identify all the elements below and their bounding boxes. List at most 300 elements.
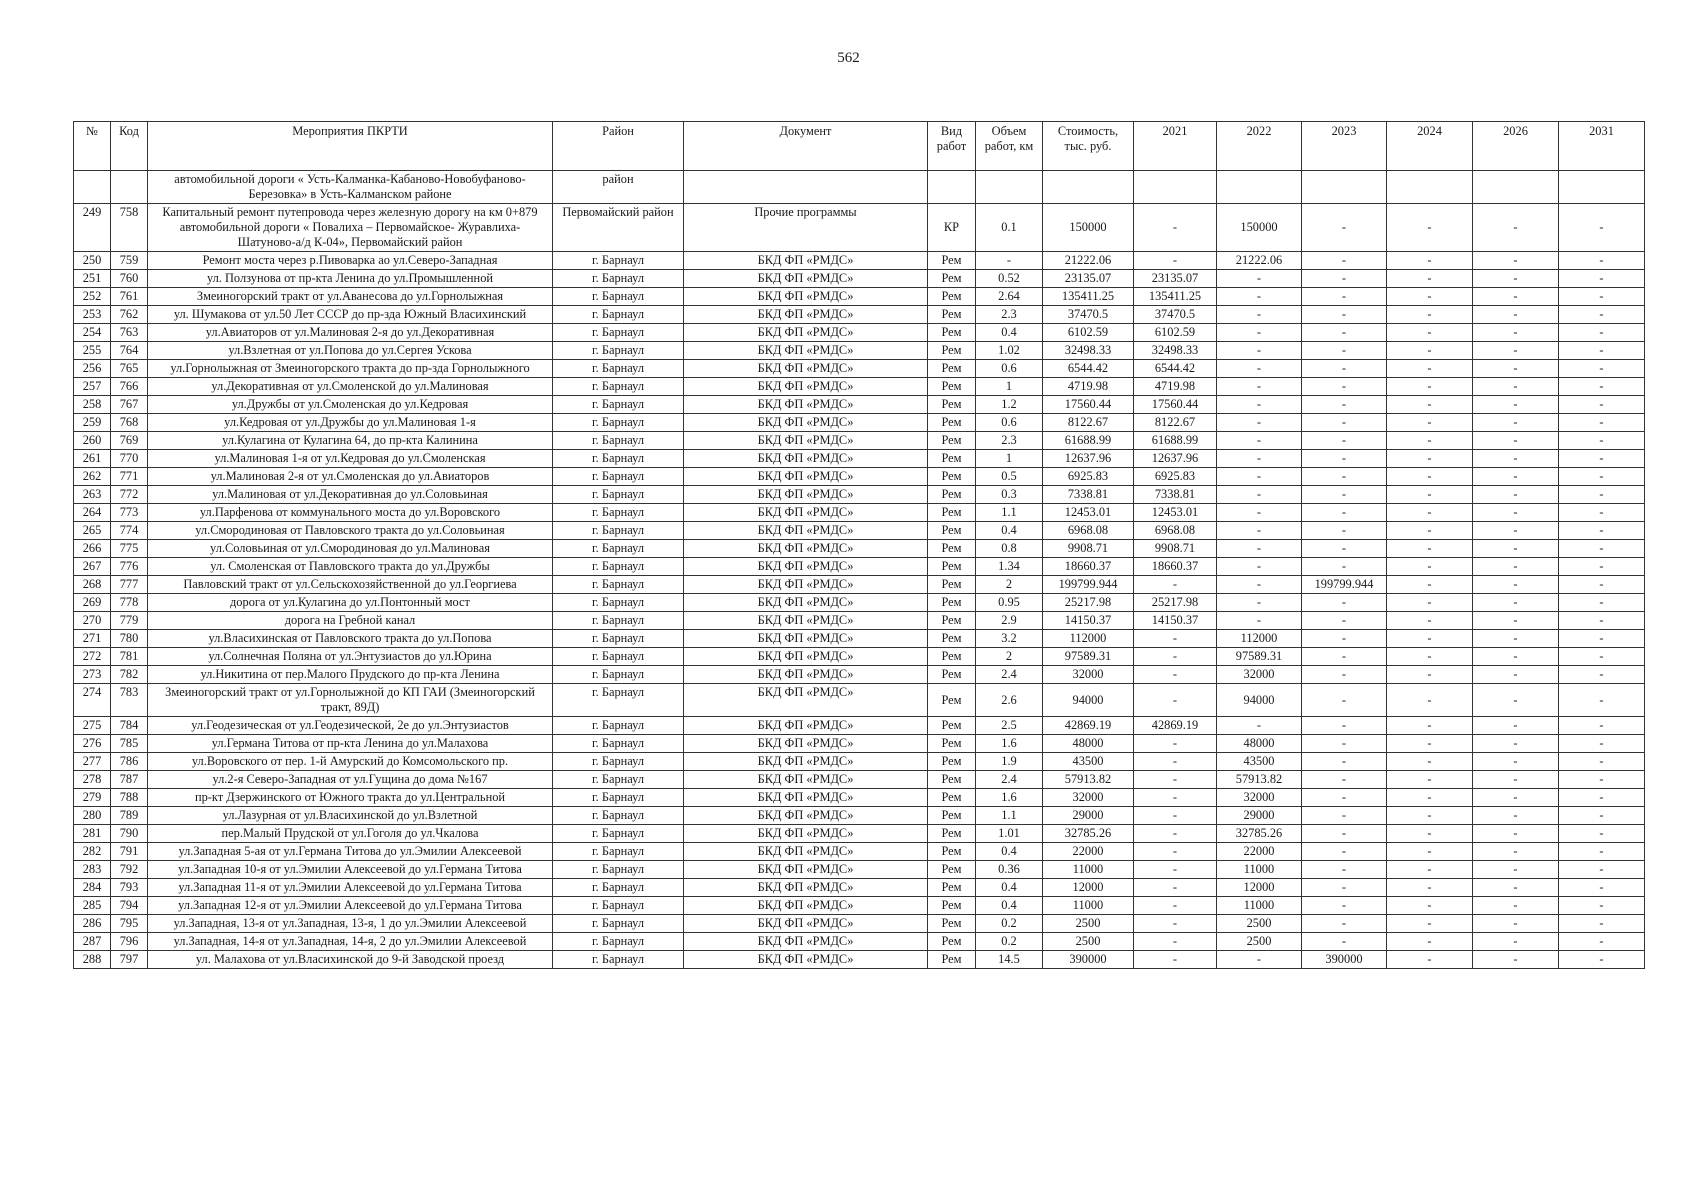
cell-2022: - (1217, 717, 1302, 735)
table-row (74, 360, 1645, 378)
cell-2026: - (1473, 648, 1559, 666)
cell-number: 256 (74, 360, 111, 378)
cell-code (111, 171, 148, 204)
col-header-work-type: Вид работ (928, 122, 976, 171)
cell-2024: - (1387, 360, 1473, 378)
cell-2022: - (1217, 594, 1302, 612)
cell-event: ул.Западная, 13-я от ул.Западная, 13-я, 1 до ул.Эмилии Алексеевой (148, 915, 553, 933)
cell-cost: 6544.42 (1043, 360, 1134, 378)
cell-event: дорога от ул.Кулагина до ул.Понтонный мост (148, 594, 553, 612)
cell-document: БКД ФП «РМДС» (684, 468, 928, 486)
table-row (74, 717, 1645, 735)
table-row (74, 753, 1645, 771)
cell-number: 253 (74, 306, 111, 324)
cell-cost: 7338.81 (1043, 486, 1134, 504)
cell-code: 761 (111, 288, 148, 306)
cell-cost: 32498.33 (1043, 342, 1134, 360)
cell-2021: 37470.5 (1134, 306, 1217, 324)
cell-number: 249 (74, 204, 111, 252)
cell-document (684, 171, 928, 204)
cell-event: ул.Кулагина от Кулагина 64, до пр-кта Калинина (148, 432, 553, 450)
table-row (74, 771, 1645, 789)
cell-volume: 2.4 (976, 771, 1043, 789)
cell-2021: 12453.01 (1134, 504, 1217, 522)
cell-2026: - (1473, 684, 1559, 717)
cell-cost: 37470.5 (1043, 306, 1134, 324)
table-row (74, 504, 1645, 522)
cell-document: БКД ФП «РМДС» (684, 897, 928, 915)
cell-2024: - (1387, 843, 1473, 861)
cell-work-type: КР (928, 204, 976, 252)
cell-2026: - (1473, 288, 1559, 306)
cell-code: 774 (111, 522, 148, 540)
cell-2024: - (1387, 324, 1473, 342)
cell-2024: - (1387, 612, 1473, 630)
cell-event: Капитальный ремонт путепровода через железную дорогу на км 0+879 автомобильной дороги « Повалиха – Первомайское- Журавлиха-Шатуново-а/д К-04», Первомайский район (148, 204, 553, 252)
cell-2026: - (1473, 324, 1559, 342)
cell-2022: - (1217, 432, 1302, 450)
cell-cost: 8122.67 (1043, 414, 1134, 432)
cell-2022: 97589.31 (1217, 648, 1302, 666)
cell-2031: - (1559, 717, 1645, 735)
cell-code: 796 (111, 933, 148, 951)
cell-code: 778 (111, 594, 148, 612)
cell-2024: - (1387, 825, 1473, 843)
table-row (74, 648, 1645, 666)
cell-document: БКД ФП «РМДС» (684, 522, 928, 540)
cell-volume: 1.6 (976, 789, 1043, 807)
cell-2023: - (1302, 843, 1387, 861)
cell-2024: - (1387, 522, 1473, 540)
table-row (74, 879, 1645, 897)
cell-number: 287 (74, 933, 111, 951)
cell-cost (1043, 171, 1134, 204)
cell-2023: - (1302, 270, 1387, 288)
cell-cost: 32000 (1043, 666, 1134, 684)
cell-district: г. Барнаул (553, 951, 684, 969)
cell-2026: - (1473, 594, 1559, 612)
cell-cost: 14150.37 (1043, 612, 1134, 630)
table-row (74, 825, 1645, 843)
cell-2031: - (1559, 414, 1645, 432)
cell-2022: - (1217, 360, 1302, 378)
cell-volume: 0.3 (976, 486, 1043, 504)
cell-2021: 7338.81 (1134, 486, 1217, 504)
cell-2024: - (1387, 396, 1473, 414)
cell-district: г. Барнаул (553, 861, 684, 879)
cell-work-type: Рем (928, 861, 976, 879)
cell-work-type: Рем (928, 486, 976, 504)
cell-code: 777 (111, 576, 148, 594)
cell-2022 (1217, 171, 1302, 204)
cell-2026: - (1473, 414, 1559, 432)
cell-2026: - (1473, 504, 1559, 522)
cell-event: ул.Западная 10-я от ул.Эмилии Алексеевой до ул.Германа Титова (148, 861, 553, 879)
cell-cost: 11000 (1043, 897, 1134, 915)
cell-2031: - (1559, 951, 1645, 969)
cell-2021: 135411.25 (1134, 288, 1217, 306)
cell-volume: 2 (976, 576, 1043, 594)
cell-2021: - (1134, 807, 1217, 825)
cell-2031: - (1559, 612, 1645, 630)
cell-2026: - (1473, 861, 1559, 879)
cell-document: БКД ФП «РМДС» (684, 324, 928, 342)
cell-2026: - (1473, 396, 1559, 414)
cell-2022: 32785.26 (1217, 825, 1302, 843)
cell-district: г. Барнаул (553, 612, 684, 630)
cell-2022: 57913.82 (1217, 771, 1302, 789)
table-row (74, 450, 1645, 468)
cell-number: 274 (74, 684, 111, 717)
cell-work-type: Рем (928, 252, 976, 270)
cell-work-type: Рем (928, 594, 976, 612)
cell-2031: - (1559, 771, 1645, 789)
table-row (74, 666, 1645, 684)
cell-code: 785 (111, 735, 148, 753)
cell-2021: - (1134, 630, 1217, 648)
cell-document: БКД ФП «РМДС» (684, 825, 928, 843)
cell-volume: 0.2 (976, 915, 1043, 933)
cell-number: 270 (74, 612, 111, 630)
cell-2031: - (1559, 360, 1645, 378)
table-row (74, 432, 1645, 450)
cell-document: БКД ФП «РМДС» (684, 843, 928, 861)
table-row (74, 807, 1645, 825)
cell-district: г. Барнаул (553, 933, 684, 951)
cell-document: БКД ФП «РМДС» (684, 414, 928, 432)
cell-event: ул.Дружбы от ул.Смоленская до ул.Кедровая (148, 396, 553, 414)
cell-2021: 6102.59 (1134, 324, 1217, 342)
cell-2031: - (1559, 666, 1645, 684)
cell-district: г. Барнаул (553, 630, 684, 648)
cell-event: Павловский тракт от ул.Сельскохозяйственной до ул.Георгиева (148, 576, 553, 594)
cell-2022: 94000 (1217, 684, 1302, 717)
cell-2022: 150000 (1217, 204, 1302, 252)
cell-work-type: Рем (928, 807, 976, 825)
cell-2021: 12637.96 (1134, 450, 1217, 468)
table-row (74, 558, 1645, 576)
cell-event: ул.Горнолыжная от Змеиногорского тракта до пр-зда Горнолыжного (148, 360, 553, 378)
cell-volume: 1 (976, 378, 1043, 396)
cell-2021: - (1134, 252, 1217, 270)
cell-2021: - (1134, 771, 1217, 789)
cell-2024: - (1387, 576, 1473, 594)
cell-work-type: Рем (928, 288, 976, 306)
cell-2021: 14150.37 (1134, 612, 1217, 630)
cell-2022: - (1217, 288, 1302, 306)
cell-volume: 0.95 (976, 594, 1043, 612)
cell-volume: 0.5 (976, 468, 1043, 486)
cell-2023: - (1302, 771, 1387, 789)
cell-district: г. Барнаул (553, 414, 684, 432)
cell-code: 781 (111, 648, 148, 666)
cell-2023: - (1302, 252, 1387, 270)
cell-work-type: Рем (928, 270, 976, 288)
document-table-container (73, 121, 1644, 969)
cell-volume: 1 (976, 450, 1043, 468)
table-row (74, 342, 1645, 360)
col-header-2024: 2024 (1387, 122, 1473, 171)
cell-2026: - (1473, 378, 1559, 396)
cell-number: 275 (74, 717, 111, 735)
cell-work-type: Рем (928, 879, 976, 897)
cell-number: 268 (74, 576, 111, 594)
cell-work-type: Рем (928, 933, 976, 951)
cell-event: ул.Авиаторов от ул.Малиновая 2-я до ул.Декоративная (148, 324, 553, 342)
cell-2024: - (1387, 915, 1473, 933)
cell-number: 273 (74, 666, 111, 684)
cell-2021: 8122.67 (1134, 414, 1217, 432)
cell-2026: - (1473, 915, 1559, 933)
cell-2026: - (1473, 468, 1559, 486)
cell-cost: 11000 (1043, 861, 1134, 879)
cell-number: 271 (74, 630, 111, 648)
cell-event: ул.Лазурная от ул.Власихинской до ул.Взлетной (148, 807, 553, 825)
cell-2022: - (1217, 468, 1302, 486)
cell-2021: 23135.07 (1134, 270, 1217, 288)
cell-2026: - (1473, 789, 1559, 807)
cell-2022: 21222.06 (1217, 252, 1302, 270)
cell-2024: - (1387, 558, 1473, 576)
cell-2023: - (1302, 735, 1387, 753)
cell-cost: 4719.98 (1043, 378, 1134, 396)
cell-number: 285 (74, 897, 111, 915)
cell-volume: 2.4 (976, 666, 1043, 684)
cell-event: дорога на Гребной канал (148, 612, 553, 630)
cell-cost: 2500 (1043, 915, 1134, 933)
cell-2026: - (1473, 825, 1559, 843)
cell-volume: 0.6 (976, 360, 1043, 378)
table-row (74, 735, 1645, 753)
cell-2031: - (1559, 648, 1645, 666)
cell-2024: - (1387, 861, 1473, 879)
cell-cost: 23135.07 (1043, 270, 1134, 288)
cell-code: 782 (111, 666, 148, 684)
cell-code: 772 (111, 486, 148, 504)
cell-2031: - (1559, 540, 1645, 558)
cell-2022: 43500 (1217, 753, 1302, 771)
cell-document: БКД ФП «РМДС» (684, 576, 928, 594)
cell-2031: - (1559, 879, 1645, 897)
cell-document: БКД ФП «РМДС» (684, 342, 928, 360)
cell-event: ул.Западная 11-я от ул.Эмилии Алексеевой до ул.Германа Титова (148, 879, 553, 897)
cell-district: г. Барнаул (553, 594, 684, 612)
table-row (74, 630, 1645, 648)
cell-2026: - (1473, 306, 1559, 324)
cell-2022: 48000 (1217, 735, 1302, 753)
cell-district: г. Барнаул (553, 897, 684, 915)
cell-volume: 0.4 (976, 879, 1043, 897)
table-row (74, 933, 1645, 951)
cell-work-type: Рем (928, 414, 976, 432)
cell-2023: - (1302, 342, 1387, 360)
cell-event: ул.Кедровая от ул.Дружбы до ул.Малиновая 1-я (148, 414, 553, 432)
table-row (74, 540, 1645, 558)
cell-cost: 18660.37 (1043, 558, 1134, 576)
cell-2023: - (1302, 612, 1387, 630)
cell-2021: - (1134, 735, 1217, 753)
cell-district: г. Барнаул (553, 486, 684, 504)
cell-code: 769 (111, 432, 148, 450)
cell-work-type: Рем (928, 342, 976, 360)
cell-code: 791 (111, 843, 148, 861)
cell-work-type: Рем (928, 450, 976, 468)
cell-district: г. Барнаул (553, 252, 684, 270)
table-row (74, 396, 1645, 414)
cell-district: г. Барнаул (553, 504, 684, 522)
cell-2031: - (1559, 753, 1645, 771)
cell-2031: - (1559, 843, 1645, 861)
cell-event: автомобильной дороги « Усть-Калманка-Кабаново-Новобуфаново-Березовка» в Усть-Калманском районе (148, 171, 553, 204)
cell-number: 251 (74, 270, 111, 288)
cell-district: г. Барнаул (553, 807, 684, 825)
cell-2023: - (1302, 306, 1387, 324)
cell-number: 269 (74, 594, 111, 612)
cell-2024: - (1387, 771, 1473, 789)
cell-document: БКД ФП «РМДС» (684, 450, 928, 468)
cell-event: ул.Малиновая 2-я от ул.Смоленская до ул.Авиаторов (148, 468, 553, 486)
table-row (74, 378, 1645, 396)
cell-document: БКД ФП «РМДС» (684, 270, 928, 288)
cell-2024: - (1387, 270, 1473, 288)
cell-work-type: Рем (928, 504, 976, 522)
cell-number: 280 (74, 807, 111, 825)
cell-2021: - (1134, 576, 1217, 594)
table-row (74, 414, 1645, 432)
cell-2023: - (1302, 915, 1387, 933)
cell-2024: - (1387, 378, 1473, 396)
cell-2023: - (1302, 522, 1387, 540)
cell-2023: - (1302, 288, 1387, 306)
cell-2031: - (1559, 342, 1645, 360)
cell-2021: 18660.37 (1134, 558, 1217, 576)
cell-2026: - (1473, 897, 1559, 915)
cell-document: БКД ФП «РМДС» (684, 360, 928, 378)
cell-district: район (553, 171, 684, 204)
cell-cost: 17560.44 (1043, 396, 1134, 414)
cell-volume: 0.36 (976, 861, 1043, 879)
cell-2021: 42869.19 (1134, 717, 1217, 735)
cell-document: БКД ФП «РМДС» (684, 558, 928, 576)
table-row (74, 171, 1645, 204)
cell-2024: - (1387, 735, 1473, 753)
cell-work-type: Рем (928, 630, 976, 648)
cell-2031: - (1559, 324, 1645, 342)
cell-code: 787 (111, 771, 148, 789)
cell-2024: - (1387, 789, 1473, 807)
cell-work-type: Рем (928, 843, 976, 861)
cell-2031: - (1559, 594, 1645, 612)
cell-code: 762 (111, 306, 148, 324)
cell-2022: - (1217, 951, 1302, 969)
cell-2022: - (1217, 504, 1302, 522)
cell-district: г. Барнаул (553, 915, 684, 933)
cell-number: 264 (74, 504, 111, 522)
cell-event: ул.Западная, 14-я от ул.Западная, 14-я, 2 до ул.Эмилии Алексеевой (148, 933, 553, 951)
cell-event: ул.Парфенова от коммунального моста до ул.Воровского (148, 504, 553, 522)
cell-2023: - (1302, 432, 1387, 450)
cell-document: БКД ФП «РМДС» (684, 612, 928, 630)
cell-2031: - (1559, 897, 1645, 915)
page-number: 562 (837, 50, 860, 66)
cell-cost: 150000 (1043, 204, 1134, 252)
cell-2023: - (1302, 789, 1387, 807)
cell-work-type: Рем (928, 951, 976, 969)
cell-2022: - (1217, 576, 1302, 594)
cell-2022: - (1217, 396, 1302, 414)
cell-work-type: Рем (928, 612, 976, 630)
col-header-district: Район (553, 122, 684, 171)
cell-2022: - (1217, 414, 1302, 432)
cell-event: пр-кт Дзержинского от Южного тракта до ул.Центральной (148, 789, 553, 807)
col-header-2023: 2023 (1302, 122, 1387, 171)
cell-2021: 6968.08 (1134, 522, 1217, 540)
cell-code: 767 (111, 396, 148, 414)
cell-cost: 9908.71 (1043, 540, 1134, 558)
cell-work-type: Рем (928, 360, 976, 378)
cell-2031: - (1559, 396, 1645, 414)
cell-event: ул.2-я Северо-Западная от ул.Гущина до дома №167 (148, 771, 553, 789)
cell-2024: - (1387, 432, 1473, 450)
cell-2021: - (1134, 915, 1217, 933)
cell-2026: - (1473, 807, 1559, 825)
cell-code: 793 (111, 879, 148, 897)
cell-cost: 32785.26 (1043, 825, 1134, 843)
cell-cost: 6102.59 (1043, 324, 1134, 342)
cell-district: г. Барнаул (553, 558, 684, 576)
cell-volume: 2.3 (976, 432, 1043, 450)
cell-2024: - (1387, 450, 1473, 468)
cell-volume: 0.4 (976, 324, 1043, 342)
header-row (74, 122, 1645, 171)
cell-code: 775 (111, 540, 148, 558)
cell-district: г. Барнаул (553, 735, 684, 753)
cell-volume: 1.02 (976, 342, 1043, 360)
cell-2021: - (1134, 204, 1217, 252)
cell-2023: - (1302, 378, 1387, 396)
cell-volume: - (976, 252, 1043, 270)
cell-cost: 6968.08 (1043, 522, 1134, 540)
cell-2021: - (1134, 951, 1217, 969)
cell-2021: 6544.42 (1134, 360, 1217, 378)
cell-2023: - (1302, 486, 1387, 504)
cell-number: 283 (74, 861, 111, 879)
cell-2026: - (1473, 204, 1559, 252)
cell-work-type: Рем (928, 684, 976, 717)
cell-2022: 29000 (1217, 807, 1302, 825)
cell-code: 768 (111, 414, 148, 432)
cell-2031 (1559, 171, 1645, 204)
cell-number (74, 171, 111, 204)
cell-2021: - (1134, 843, 1217, 861)
table-row (74, 468, 1645, 486)
cell-work-type: Рем (928, 432, 976, 450)
cell-cost: 94000 (1043, 684, 1134, 717)
cell-event: ул.Власихинская от Павловского тракта до ул.Попова (148, 630, 553, 648)
cell-volume: 2.6 (976, 684, 1043, 717)
cell-document: БКД ФП «РМДС» (684, 717, 928, 735)
cell-2023: - (1302, 861, 1387, 879)
cell-2031: - (1559, 522, 1645, 540)
cell-2023: - (1302, 879, 1387, 897)
cell-code: 797 (111, 951, 148, 969)
cell-volume: 2 (976, 648, 1043, 666)
cell-document: БКД ФП «РМДС» (684, 306, 928, 324)
cell-document: БКД ФП «РМДС» (684, 771, 928, 789)
cell-document: БКД ФП «РМДС» (684, 789, 928, 807)
cell-2022: 12000 (1217, 879, 1302, 897)
cell-2023: - (1302, 825, 1387, 843)
